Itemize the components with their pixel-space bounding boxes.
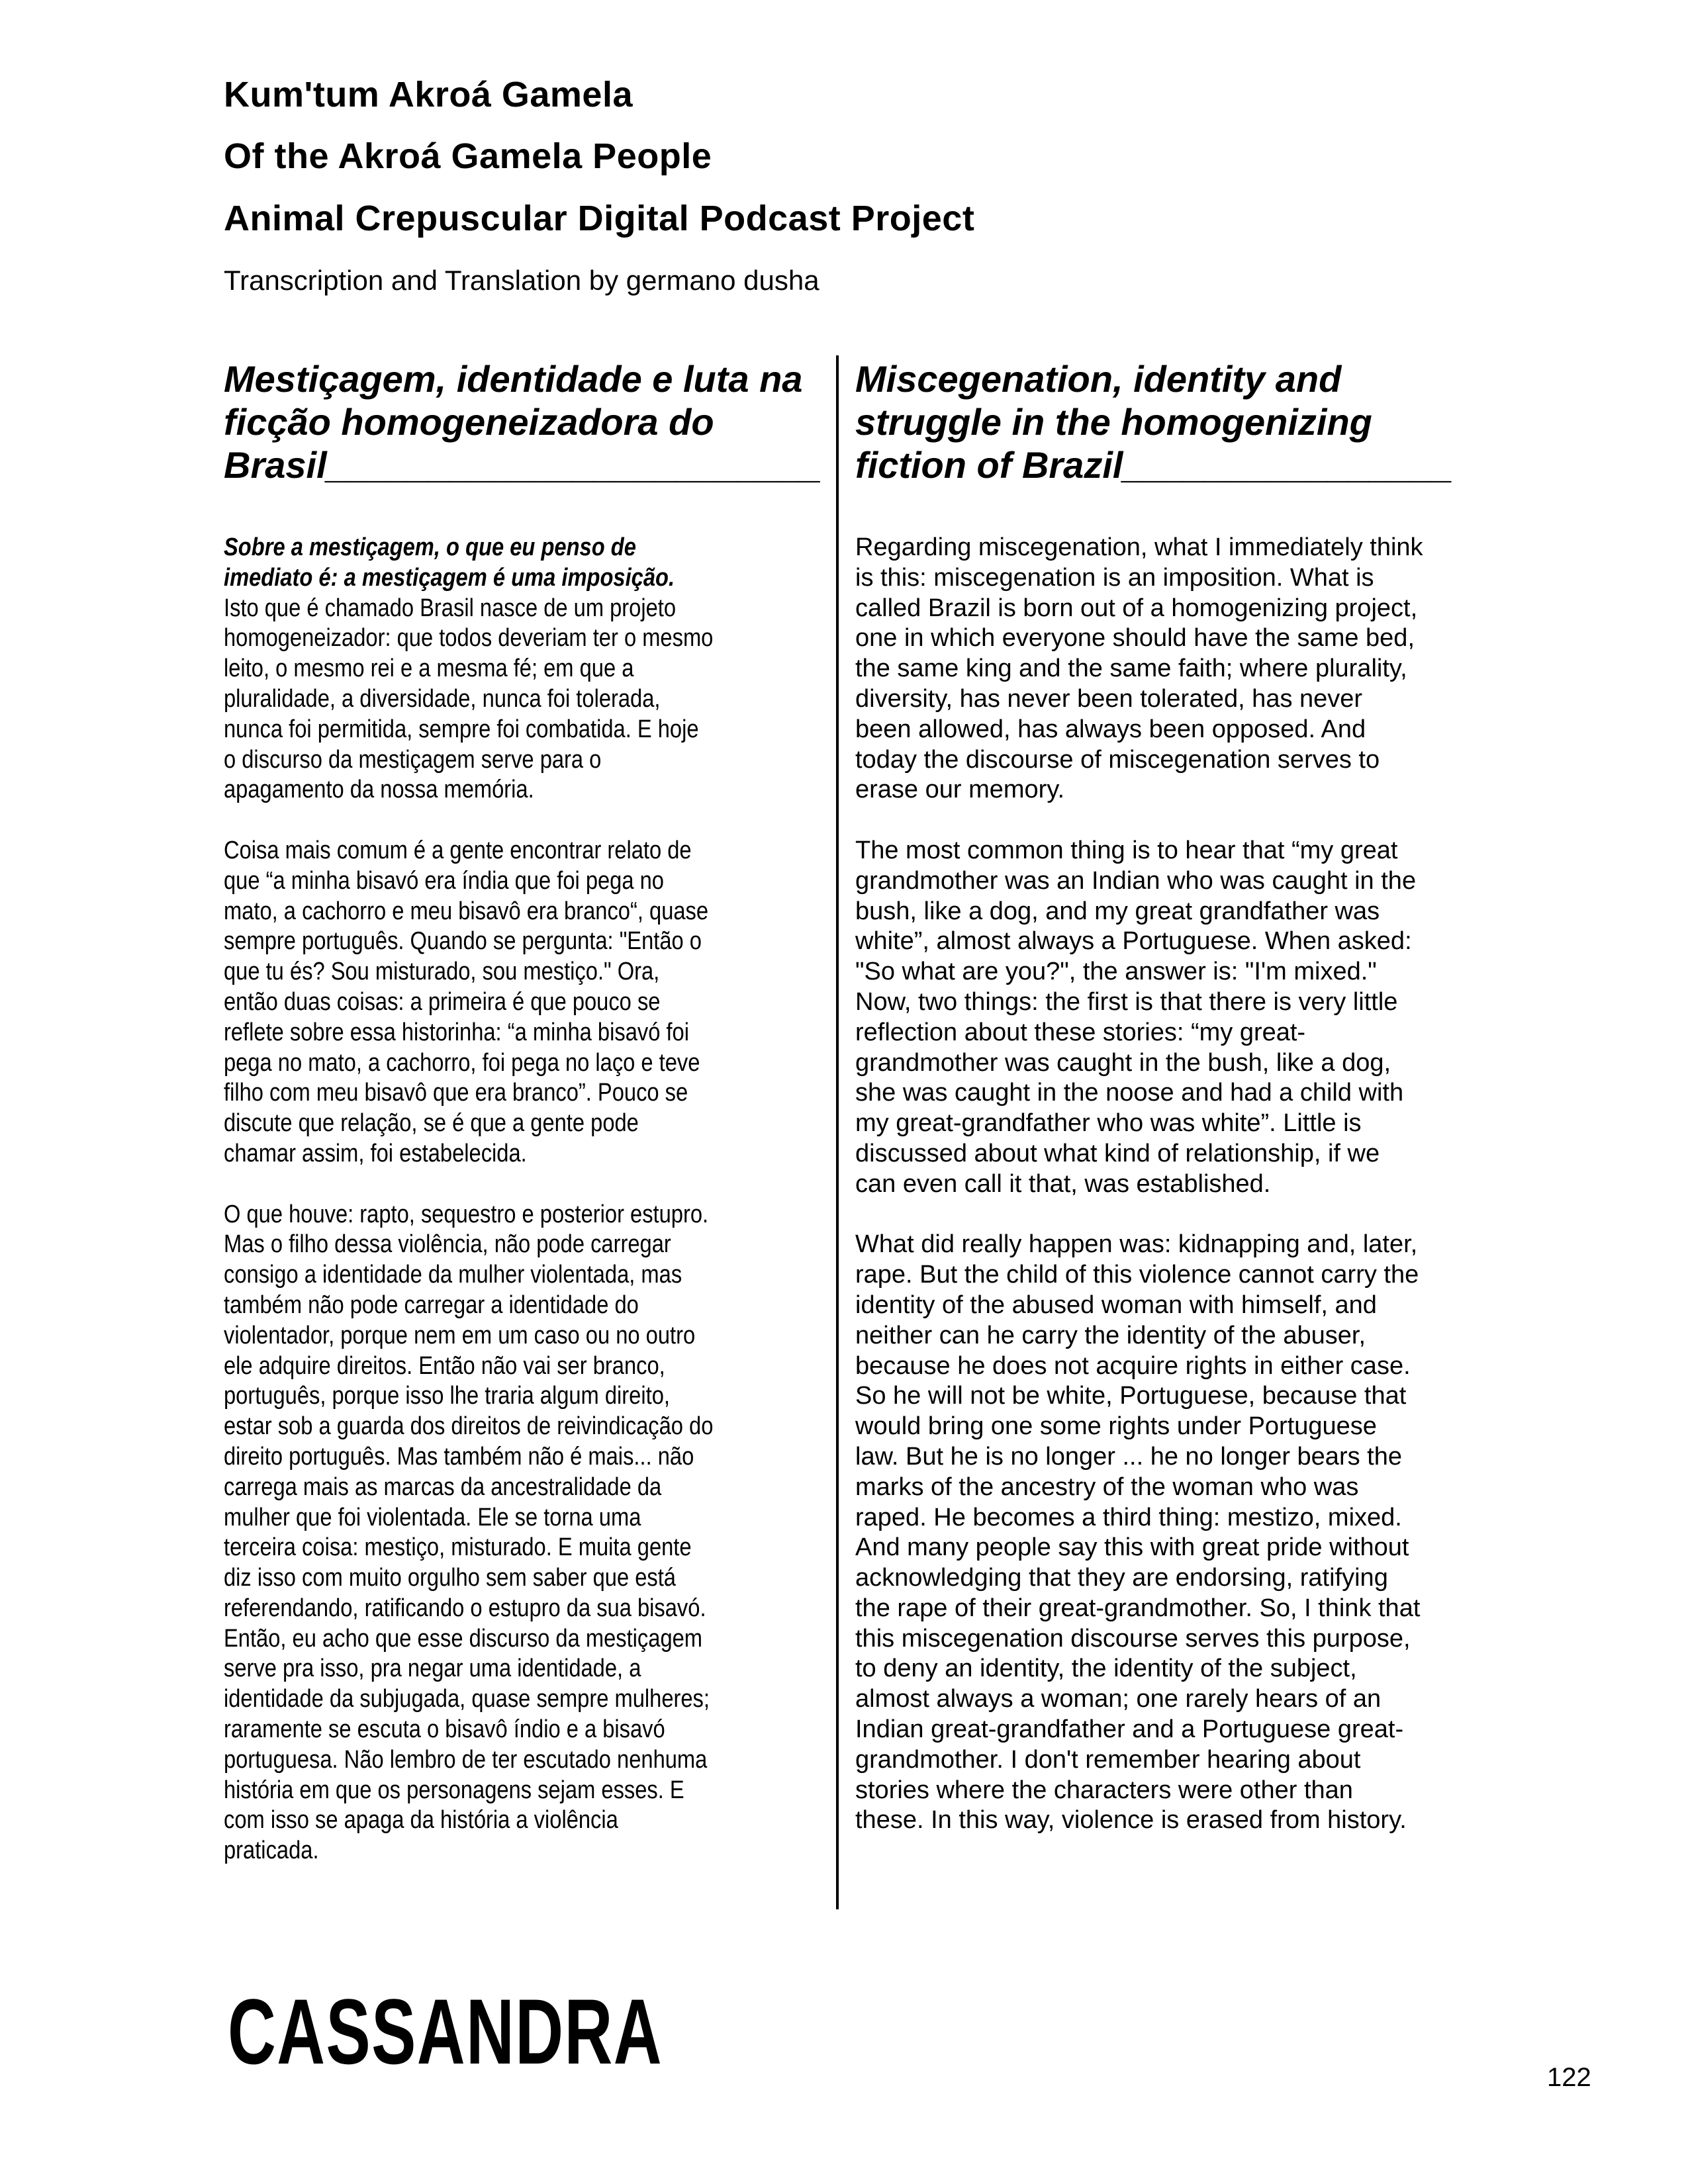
text-line [224,745,820,776]
text-line [855,654,1451,684]
text-line [855,1776,1451,1806]
line-text: pega no mato, a cachorro, foi pega no laço e teve [224,1048,700,1077]
text-line [855,1048,1451,1079]
line-text: rape. But the child of this violence cannot carry the [855,1261,1419,1289]
line-text: homogeneizador: que todos deveriam ter o mesmo [224,624,714,653]
text-line [855,987,1451,1018]
line-text: "So what are you?", the answer is: "I'm mixed." [855,958,1377,986]
text-line [224,1291,820,1321]
text-line [855,1139,1451,1169]
text-line [855,1230,1451,1260]
heading-line: Miscegenation, identity and [855,358,1342,400]
line-text: O que houve: rapto, sequestro e posterior estupro. [224,1200,709,1228]
line-text: almost always a woman; one rarely hears of an [855,1685,1382,1713]
text-line [855,533,1451,563]
heading-line: Mestiçagem, identidade e luta na [224,358,803,400]
line-text: direito português. Mas também não é mais... não [224,1442,694,1471]
line-text: Então, eu acho que esse discurso da mestiçagem [224,1624,703,1653]
text-line [224,594,820,624]
text-line [224,1594,820,1624]
text-line [855,1109,1451,1139]
text-line [855,1291,1451,1321]
text-line [224,775,820,805]
line-text: the same king and the same faith; where plurality, [855,655,1407,683]
text-line [224,1745,820,1776]
text-line [224,1715,820,1745]
text-line [855,1169,1451,1200]
text-line [855,715,1451,745]
text-line [855,1745,1451,1776]
heading-line: ficção homogeneizadora do [224,401,714,443]
line-text: one in which everyone should have the same bed, [855,624,1415,653]
line-text: to deny an identity, the identity of the subject, [855,1655,1357,1683]
line-text: grandmother was caught in the bush, like a dog, [855,1048,1391,1077]
line-text: o discurso da mestiçagem serve para o [224,745,602,774]
text-line [855,866,1451,897]
line-text: this miscegenation discourse serves this purpose, [855,1624,1411,1653]
line-text: praticada. [224,1837,319,1865]
text-line [855,1654,1451,1684]
line-text: serve pra isso, pra negar uma identidade, a [224,1655,641,1683]
paragraph [224,1200,820,1867]
text-line [224,1381,820,1412]
line-text: today the discourse of miscegenation serves to [855,745,1380,774]
line-text: white”, almost always a Portuguese. When asked: [855,927,1412,956]
line-text: imediato é: a mestiçagem é uma imposição. [224,563,675,592]
text-line [855,1684,1451,1715]
page-number: 122 [1547,2063,1591,2092]
line-text: So he will not be white, Portuguese, because that [855,1382,1407,1410]
line-text: apagamento da nossa memória. [224,776,534,804]
text-line [855,1442,1451,1473]
line-text: consigo a identidade da mulher violentada, mas [224,1261,682,1289]
line-text: estar sob a guarda dos direitos de reivindicação do [224,1412,714,1441]
text-line [855,897,1451,927]
text-line [224,1048,820,1079]
line-text: my great-grandfather who was white”. Little is [855,1109,1362,1138]
column-divider [836,355,839,1909]
line-text: these. In this way, violence is erased from history. [855,1806,1407,1835]
heading-line: Brasil________________________ [224,444,822,486]
line-text: been allowed, has always been opposed. And [855,715,1366,743]
text-line [855,927,1451,957]
english-column [855,357,1451,1866]
text-line [855,1594,1451,1624]
paragraph [224,533,820,805]
line-text: grandmother. I don't remember hearing about [855,1745,1361,1774]
text-line [224,1442,820,1473]
text-line [224,1776,820,1806]
text-line [224,957,820,987]
line-text: que “a minha bisavó era índia que foi pega no [224,866,664,895]
line-text: que tu és? Sou misturado, sou mestiço." Ora, [224,958,660,986]
text-line [224,1533,820,1563]
text-line [855,594,1451,624]
text-line [224,1321,820,1351]
text-line [855,563,1451,594]
text-line [224,1412,820,1442]
line-text: diz isso com muito orgulho sem saber que está [224,1564,676,1592]
line-text: she was caught in the noose and had a child with [855,1079,1404,1107]
line-text: And many people say this with great pride without [855,1533,1409,1562]
text-line [224,1805,820,1836]
text-line [224,1018,820,1048]
text-line [855,1624,1451,1655]
text-line [855,623,1451,654]
line-text: também não pode carregar a identidade do [224,1291,639,1319]
line-text: reflete sobre essa historinha: “a minha bisavó foi [224,1018,689,1046]
document-subtitle-people: Of the Akroá Gamela People [224,136,712,176]
text-line [224,1563,820,1594]
text-line [224,684,820,715]
text-line [855,1503,1451,1533]
text-line [224,1200,820,1230]
line-text: referendando, ratificando o estupro da sua bisavó. [224,1594,706,1622]
line-text: the rape of their great-grandmother. So, I think that [855,1594,1421,1622]
line-text: com isso se apaga da história a violência [224,1806,618,1835]
text-line [224,1836,820,1866]
line-text: português, porque isso lhe traria algum direito, [224,1382,670,1410]
text-line [855,1715,1451,1745]
portuguese-body [224,533,820,1866]
text-line [855,1412,1451,1442]
line-text: identidade da subjugada, quase sempre mulheres; [224,1685,710,1713]
text-line [855,1805,1451,1836]
paragraph [855,533,1451,805]
line-text: ele adquire direitos. Então não vai ser branco, [224,1351,665,1380]
text-line [224,1503,820,1533]
line-text: carrega mais as marcas da ancestralidade da [224,1473,662,1501]
line-text: Indian great-grandfather and a Portuguese great- [855,1715,1404,1744]
line-text: What did really happen was: kidnapping and, later, [855,1230,1418,1259]
line-text: filho com meu bisavô que era branco”. Pouco se [224,1079,688,1107]
text-line [224,1230,820,1260]
english-body [855,533,1451,1836]
line-text: então duas coisas: a primeira é que pouco se [224,987,661,1016]
line-text: grandmother was an Indian who was caught in the [855,866,1417,895]
text-line [224,987,820,1018]
text-line [224,1684,820,1715]
text-line [224,1654,820,1684]
line-text: erase our memory. [855,776,1065,804]
line-text: stories where the characters were other than [855,1776,1353,1804]
translation-credit: Transcription and Translation by germano dusha [224,265,820,296]
portuguese-column [224,357,820,1897]
line-text: raramente se escuta o bisavô índio e a bisavó [224,1715,665,1744]
line-text: called Brazil is born out of a homogenizing project, [855,594,1418,622]
text-line [224,654,820,684]
text-line [855,957,1451,987]
lead-line [224,533,820,563]
cassandra-logo: CASSANDRA [228,1979,663,2083]
line-text: acknowledging that they are endorsing, ratifying [855,1564,1388,1592]
line-text: Now, two things: the first is that there is very little [855,987,1398,1016]
text-line [224,866,820,897]
heading-line: struggle in the homogenizing [855,401,1372,443]
lead-line [224,563,820,594]
text-line [224,836,820,866]
text-line [855,1473,1451,1503]
text-line [224,927,820,957]
line-text: Regarding miscegenation, what I immediately think [855,533,1423,561]
line-text: The most common thing is to hear that “my great [855,836,1398,864]
line-text: discute que relação, se é que a gente pode [224,1109,639,1138]
text-line [224,715,820,745]
line-text: identity of the abused woman with himself, and [855,1291,1377,1319]
text-line [224,1473,820,1503]
text-line [855,1260,1451,1291]
portuguese-heading [224,357,820,486]
text-line [855,1351,1451,1382]
text-line [224,897,820,927]
line-text: discussed about what kind of relationship, if we [855,1139,1380,1167]
text-line [855,684,1451,715]
text-line [224,623,820,654]
line-text: leito, o mesmo rei e a mesma fé; em que a [224,655,634,683]
line-text: nunca foi permitida, sempre foi combatida. E hoje [224,715,699,743]
line-text: bush, like a dog, and my great grandfather was [855,897,1380,925]
line-text: violentador, porque nem em um caso ou no outro [224,1321,696,1349]
project-title: Animal Crepuscular Digital Podcast Project [224,199,975,238]
text-line [855,836,1451,866]
heading-line: fiction of Brazil________________ [855,444,1453,486]
text-line [855,1563,1451,1594]
line-text: marks of the ancestry of the woman who was [855,1473,1359,1501]
line-text: Isto que é chamado Brasil nasce de um projeto [224,594,677,622]
line-text: Sobre a mestiçagem, o que eu penso de [224,533,636,561]
line-text: neither can he carry the identity of the abuser, [855,1321,1366,1349]
english-heading [855,357,1451,486]
line-text: would bring one some rights under Portuguese [855,1412,1377,1441]
text-line [855,1018,1451,1048]
text-line [855,775,1451,805]
document-title: Kum'tum Akroá Gamela [224,75,633,114]
line-text: terceira coisa: mestiço, misturado. E muita gente [224,1533,692,1562]
line-text: sempre português. Quando se pergunta: "Então o [224,927,702,956]
line-text: diversity, has never been tolerated, has never [855,684,1363,713]
line-text: chamar assim, foi estabelecida. [224,1139,527,1167]
text-line [855,745,1451,776]
line-text: mato, a cachorro e meu bisavô era branco“, quase [224,897,709,925]
paragraph [855,1230,1451,1836]
text-line [224,1139,820,1169]
paragraph [855,836,1451,1200]
line-text: história em que os personagens sejam esses. E [224,1776,684,1804]
paragraph [224,836,820,1169]
text-line [224,1078,820,1109]
text-line [855,1533,1451,1563]
line-text: reflection about these stories: “my great- [855,1018,1306,1046]
text-line [224,1109,820,1139]
text-line [224,1260,820,1291]
text-line [855,1078,1451,1109]
line-text: raped. He becomes a third thing: mestizo, mixed. [855,1503,1402,1531]
line-text: can even call it that, was established. [855,1169,1271,1198]
text-line [224,1624,820,1655]
text-line [855,1381,1451,1412]
line-text: Coisa mais comum é a gente encontrar relato de [224,836,692,864]
line-text: mulher que foi violentada. Ele se torna uma [224,1503,641,1531]
line-text: portuguesa. Não lembro de ter escutado nenhuma [224,1745,708,1774]
line-text: is this: miscegenation is an imposition. What is [855,563,1374,592]
text-line [855,1321,1451,1351]
line-text: because he does not acquire rights in either case. [855,1351,1411,1380]
text-line [224,1351,820,1382]
line-text: law. But he is no longer ... he no longer bears the [855,1442,1402,1471]
line-text: pluralidade, a diversidade, nunca foi tolerada, [224,684,661,713]
line-text: Mas o filho dessa violência, não pode carregar [224,1230,671,1259]
